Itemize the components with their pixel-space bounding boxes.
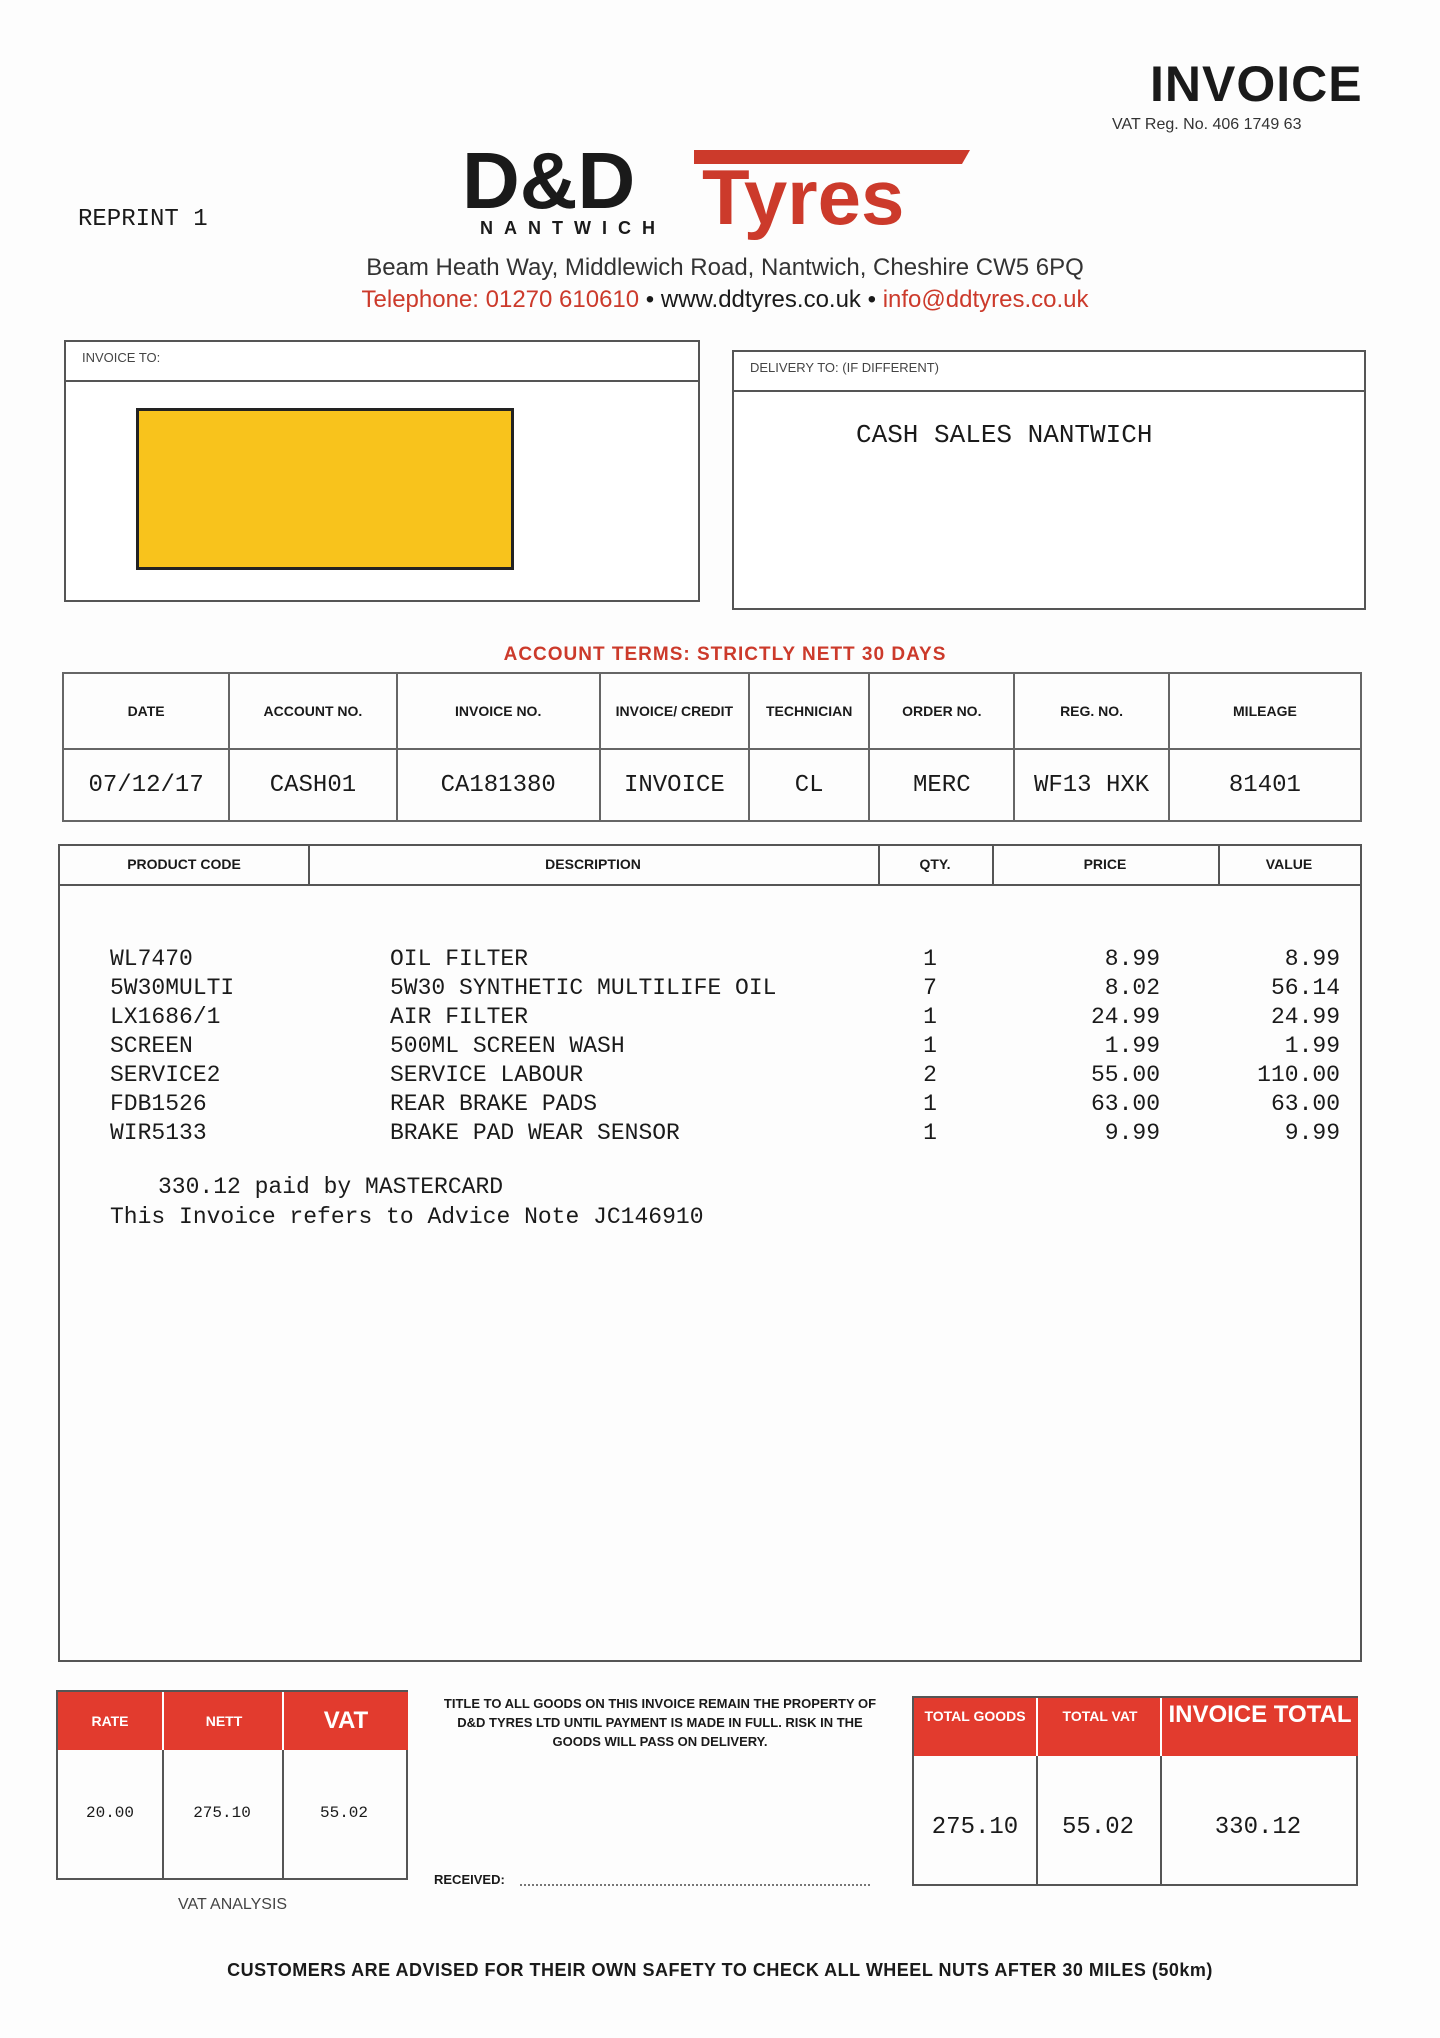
item-qty: 2 [923, 1062, 937, 1088]
logo-main-text: D&D [462, 138, 636, 225]
value-technician: CL [749, 749, 869, 821]
column-description: DESCRIPTION [545, 856, 641, 872]
title-clause: TITLE TO ALL GOODS ON THIS INVOICE REMAIN THE PROPERTY OF D&D TYRES LTD UNTIL PAYMENT IS MADE IN FULL. RISK IN THE GOODS WILL PASS ON DELIVERY. [443, 1696, 877, 1749]
item-price: 9.99 [1104, 1120, 1160, 1146]
value-invoice-credit: INVOICE [600, 749, 749, 821]
advice-note: This Invoice refers to Advice Note JC146910 [110, 1204, 704, 1230]
received-label: RECEIVED: [434, 1872, 505, 1887]
company-address: Beam Heath Way, Middlewich Road, Nantwich, Cheshire CW5 6PQ [366, 254, 1084, 281]
value-mileage: 81401 [1169, 749, 1361, 821]
item-code: WL7470 [110, 946, 193, 972]
item-value: 110.00 [1257, 1062, 1340, 1088]
invoice-to-label: INVOICE TO: [82, 350, 161, 365]
header-invoice-credit: INVOICE/ CREDIT [600, 673, 749, 749]
header-order-no: ORDER NO. [869, 673, 1014, 749]
vat-nett-header: NETT [162, 1692, 284, 1750]
column-value: VALUE [1265, 856, 1313, 872]
website: www.ddtyres.co.uk [660, 286, 861, 313]
item-description: 500ML SCREEN WASH [390, 1033, 625, 1059]
total-vat-value: 55.02 [1061, 1814, 1134, 1841]
email: info@ddtyres.co.uk [882, 286, 1089, 313]
vat-rate-header: RATE [58, 1692, 162, 1750]
item-code: FDB1526 [110, 1091, 207, 1117]
item-code: WIR5133 [110, 1120, 207, 1146]
header-reg-no: REG. NO. [1014, 673, 1169, 749]
item-qty: 1 [923, 1091, 937, 1117]
totals-box [912, 1696, 1358, 1886]
line-item [60, 975, 1360, 1004]
item-code: SERVICE2 [110, 1062, 221, 1088]
delivery-to-label: DELIVERY TO: (IF DIFFERENT) [750, 360, 940, 375]
item-code: 5W30MULTI [110, 975, 235, 1001]
item-code: LX1686/1 [110, 1004, 221, 1030]
item-value: 1.99 [1284, 1033, 1340, 1059]
vat-vat-header: VAT [282, 1692, 408, 1750]
logo-subtitle: NANTWICH [480, 218, 666, 238]
total-goods-value: 275.10 [931, 1814, 1019, 1841]
invoice-title: INVOICE [1150, 56, 1363, 112]
header-technician: TECHNICIAN [749, 673, 869, 749]
item-qty: 7 [923, 975, 937, 1001]
item-price: 8.99 [1104, 946, 1160, 972]
redacted-address [136, 408, 514, 570]
total-goods-header: TOTAL GOODS [914, 1698, 1036, 1756]
received-signature-line [520, 1884, 870, 1886]
item-value: 24.99 [1270, 1004, 1340, 1030]
column-qty: QTY. [919, 856, 951, 872]
column-price: PRICE [1083, 856, 1127, 872]
invoice-total-value: 330.12 [1214, 1814, 1302, 1841]
delivery-name: CASH SALES NANTWICH [856, 420, 1153, 450]
item-price: 55.00 [1090, 1062, 1160, 1088]
item-value: 63.00 [1270, 1091, 1340, 1117]
line-item [60, 1004, 1360, 1033]
company-contact: Telephone: 01270 610610 • www.ddtyres.co.uk • info@ddtyres.co.uk [361, 286, 1089, 313]
line-items-header [60, 846, 1360, 886]
item-description: SERVICE LABOUR [390, 1062, 584, 1088]
item-price: 24.99 [1090, 1004, 1160, 1030]
reprint-label: REPRINT 1 [78, 206, 208, 233]
invoice-details-table [62, 672, 1362, 822]
header-invoice-no: INVOICE NO. [397, 673, 600, 749]
value-reg-no: WF13 HXK [1014, 749, 1169, 821]
delivery-to-box [732, 350, 1366, 610]
item-qty: 1 [923, 946, 937, 972]
logo-accent-text: Tyres [702, 153, 905, 241]
item-description: BRAKE PAD WEAR SENSOR [390, 1120, 680, 1146]
header-date: DATE [63, 673, 229, 749]
item-price: 63.00 [1090, 1091, 1160, 1117]
value-invoice-no: CA181380 [397, 749, 600, 821]
item-value: 8.99 [1284, 946, 1340, 972]
company-logo [462, 138, 982, 248]
invoice-total-header: INVOICE TOTAL [1160, 1698, 1358, 1756]
line-item [60, 1033, 1360, 1062]
vat-analysis-caption: VAT ANALYSIS [178, 1896, 288, 1913]
line-item [60, 1062, 1360, 1091]
item-qty: 1 [923, 1120, 937, 1146]
telephone: Telephone: 01270 610610 [361, 286, 640, 313]
item-price: 8.02 [1104, 975, 1160, 1001]
vat-analysis-box [56, 1690, 408, 1880]
item-value: 56.14 [1270, 975, 1340, 1001]
item-description: OIL FILTER [390, 946, 529, 972]
vat-vat-value: 55.02 [319, 1804, 368, 1822]
item-code: SCREEN [110, 1033, 193, 1059]
line-item [60, 946, 1360, 975]
item-value: 9.99 [1284, 1120, 1340, 1146]
payment-note: 330.12 paid by MASTERCARD [158, 1174, 504, 1200]
column-product-code: PRODUCT CODE [127, 856, 241, 872]
item-price: 1.99 [1104, 1033, 1160, 1059]
account-terms: ACCOUNT TERMS: STRICTLY NETT 30 DAYS [503, 644, 947, 665]
item-qty: 1 [923, 1004, 937, 1030]
line-item [60, 1120, 1360, 1149]
value-account-no: CASH01 [229, 749, 396, 821]
vat-nett-value: 275.10 [193, 1804, 251, 1822]
value-date: 07/12/17 [63, 749, 229, 821]
total-vat-header: TOTAL VAT [1036, 1698, 1162, 1756]
item-qty: 1 [923, 1033, 937, 1059]
line-item [60, 1091, 1360, 1120]
value-order-no: MERC [869, 749, 1014, 821]
item-description: AIR FILTER [390, 1004, 529, 1030]
line-items-box [58, 844, 1362, 1662]
header-account-no: ACCOUNT NO. [229, 673, 396, 749]
item-description: REAR BRAKE PADS [390, 1091, 598, 1117]
vat-rate-value: 20.00 [85, 1804, 134, 1822]
header-mileage: MILEAGE [1169, 673, 1361, 749]
safety-footer: CUSTOMERS ARE ADVISED FOR THEIR OWN SAFETY TO CHECK ALL WHEEL NUTS AFTER 30 MILES (50km) [227, 1960, 1213, 1980]
vat-registration: VAT Reg. No. 406 1749 63 [1112, 116, 1302, 133]
item-description: 5W30 SYNTHETIC MULTILIFE OIL [390, 975, 777, 1001]
